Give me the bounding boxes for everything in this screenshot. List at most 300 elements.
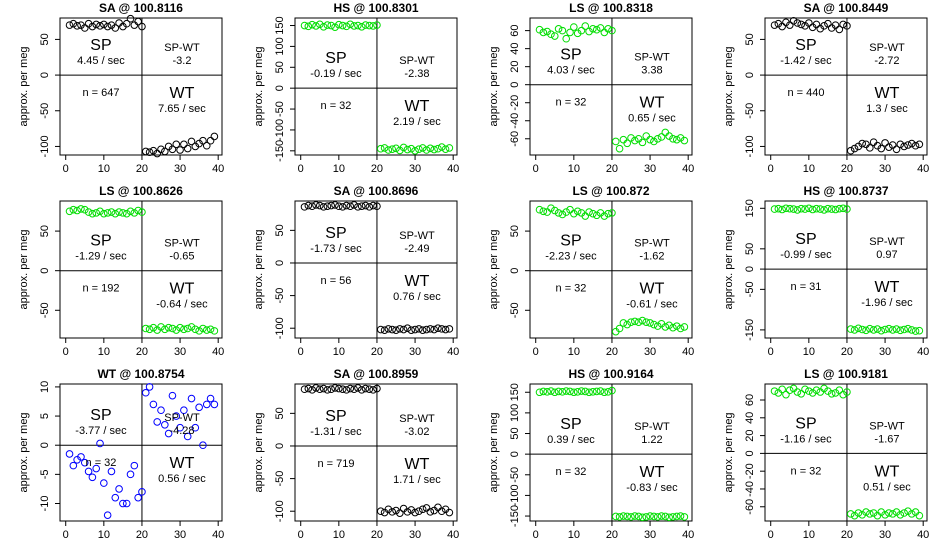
data-point — [605, 26, 612, 33]
sp-rate-label: -1.16 / sec — [780, 433, 832, 446]
y-tick-label: 50 — [744, 33, 756, 46]
x-tick-label: 20 — [605, 346, 619, 358]
data-point — [571, 24, 578, 31]
data-point — [544, 209, 551, 216]
y-axis-label: approx. per meg — [488, 229, 500, 310]
sp-label: SP — [325, 407, 347, 425]
x-tick-label: 10 — [567, 163, 580, 175]
x-tick-label: 40 — [682, 163, 695, 175]
y-tick-label: -40 — [744, 481, 756, 497]
data-point — [305, 385, 312, 392]
x-tick-label: 40 — [682, 346, 695, 358]
y-tick-label: 40 — [509, 42, 521, 55]
data-point — [131, 22, 138, 29]
data-point — [70, 462, 77, 469]
x-tick-label: 40 — [917, 529, 930, 541]
y-tick-label: 50 — [39, 33, 51, 46]
data-point — [116, 486, 123, 493]
y-tick-label: 50 — [274, 407, 286, 420]
data-point — [108, 209, 115, 216]
data-point — [301, 204, 308, 211]
chart-panel-3 — [470, 0, 704, 180]
chart-svg — [705, 183, 939, 363]
x-tick-label: 40 — [447, 346, 460, 358]
data-point — [870, 139, 877, 146]
chart-title: LS @ 100.8318 — [569, 1, 653, 15]
sp-rate-label: -1.73 / sec — [310, 242, 362, 255]
y-tick-label: -100 — [744, 135, 756, 158]
data-point — [351, 386, 358, 393]
y-tick-label: 50 — [39, 224, 51, 238]
y-tick-label: 40 — [744, 411, 756, 424]
y-axis-label: approx. per meg — [18, 412, 30, 493]
y-tick-label: -50 — [509, 302, 521, 319]
data-point — [597, 388, 604, 395]
data-point — [647, 320, 654, 327]
data-point — [559, 27, 566, 34]
sp-label: SP — [795, 37, 817, 55]
y-tick-label: 0 — [509, 267, 521, 274]
x-tick-label: 0 — [62, 163, 69, 175]
data-point — [381, 327, 388, 334]
data-point — [916, 512, 923, 519]
x-tick-label: 0 — [767, 163, 774, 175]
data-point — [612, 138, 619, 145]
wt-rate-label: -0.83 / sec — [626, 482, 678, 495]
spwt-value: -2.72 — [874, 55, 900, 68]
data-point — [343, 23, 350, 30]
x-tick-label: 0 — [62, 529, 69, 541]
data-point — [886, 144, 893, 151]
y-tick-label: -100 — [274, 118, 286, 141]
chart-svg — [235, 0, 469, 180]
n-label: n = 32 — [555, 466, 587, 479]
chart-svg — [470, 366, 704, 546]
x-tick-label: 40 — [212, 529, 225, 541]
data-point — [355, 22, 362, 29]
data-point — [662, 129, 669, 136]
y-tick-label: -100 — [39, 135, 51, 158]
x-tick-label: 30 — [408, 529, 422, 541]
data-point — [408, 145, 415, 152]
data-point — [798, 390, 805, 397]
chart-svg — [235, 366, 469, 546]
data-point — [313, 23, 320, 30]
wt-label: WT — [169, 455, 195, 473]
data-point — [825, 20, 832, 27]
chart-panel-1 — [0, 0, 234, 180]
y-axis-label: approx. per meg — [488, 46, 500, 127]
data-point — [370, 387, 377, 394]
data-point — [158, 146, 165, 153]
spwt-label: SP-WT — [869, 420, 905, 433]
data-point — [851, 145, 858, 152]
x-tick-label: 10 — [802, 346, 815, 358]
data-point — [427, 509, 434, 516]
data-point — [146, 384, 153, 391]
x-tick-label: 10 — [332, 529, 345, 541]
spwt-label: SP-WT — [399, 412, 435, 425]
data-point — [438, 508, 445, 515]
n-label: n = 440 — [787, 87, 825, 100]
data-point — [309, 21, 316, 28]
plot-frame — [295, 201, 457, 338]
data-point — [874, 326, 881, 333]
data-point — [211, 133, 218, 140]
wt-label: WT — [404, 98, 430, 116]
data-point — [438, 144, 445, 151]
data-point — [916, 327, 923, 334]
n-label: n = 647 — [82, 87, 120, 100]
y-tick-label: -60 — [509, 130, 521, 147]
chart-svg — [0, 0, 234, 180]
data-point — [446, 326, 453, 333]
data-point — [536, 206, 543, 213]
y-tick-label: -150 — [274, 139, 286, 162]
plot-frame — [530, 201, 692, 338]
data-point — [893, 326, 900, 333]
data-point — [358, 23, 365, 30]
y-tick-label: 50 — [744, 242, 756, 255]
data-point — [783, 391, 790, 398]
data-point — [620, 320, 627, 327]
chart-title: WT @ 100.8754 — [97, 367, 185, 381]
x-tick-label: 10 — [97, 346, 110, 358]
x-tick-label: 10 — [97, 529, 110, 541]
data-point — [181, 141, 188, 148]
y-axis-label: approx. per meg — [723, 46, 735, 127]
n-label: n = 32 — [320, 100, 352, 113]
x-tick-label: 20 — [840, 163, 854, 175]
x-tick-label: 0 — [767, 346, 774, 358]
data-point — [851, 327, 858, 334]
data-point — [446, 145, 453, 152]
x-tick-label: 20 — [840, 346, 854, 358]
spwt-value: 1.22 — [641, 434, 663, 447]
data-point — [211, 401, 218, 408]
data-point — [116, 20, 123, 27]
data-point — [673, 136, 680, 143]
x-tick-label: 30 — [878, 163, 892, 175]
y-tick-label: 0 — [39, 442, 51, 449]
data-point — [882, 140, 889, 147]
sp-rate-label: -2.23 / sec — [545, 250, 597, 263]
n-label: n = 56 — [320, 274, 352, 287]
data-point — [643, 133, 650, 140]
y-tick-label: 150 — [744, 199, 756, 218]
x-tick-label: 40 — [447, 163, 460, 175]
chart-title: LS @ 100.8626 — [99, 184, 183, 198]
y-tick-label: -10 — [39, 495, 51, 512]
data-point — [897, 141, 904, 148]
plot-frame — [530, 384, 692, 521]
data-point — [97, 23, 104, 30]
data-point — [798, 21, 805, 28]
data-point — [416, 508, 423, 515]
data-point — [146, 149, 153, 156]
y-axis-label: approx. per meg — [253, 46, 265, 127]
x-tick-label: 0 — [767, 529, 774, 541]
data-point — [104, 512, 111, 519]
spwt-value: -3.2 — [172, 55, 192, 68]
chart-svg — [705, 366, 939, 546]
sp-rate-label: 4.03 / sec — [547, 64, 595, 77]
wt-label: WT — [169, 85, 195, 103]
spwt-value: 3.38 — [641, 64, 663, 77]
y-tick-label: 0 — [39, 72, 51, 79]
chart-panel-8 — [705, 183, 939, 363]
data-point — [416, 326, 423, 333]
y-tick-label: 0 — [744, 450, 756, 457]
y-axis-label: approx. per meg — [253, 412, 265, 493]
sp-rate-label: -3.77 / sec — [75, 425, 127, 438]
y-tick-label: -50 — [744, 102, 756, 119]
x-tick-label: 20 — [370, 346, 384, 358]
spwt-label: SP-WT — [399, 55, 435, 68]
y-axis-label: approx. per meg — [253, 229, 265, 310]
data-point — [681, 514, 688, 521]
chart-panel-9 — [0, 366, 234, 546]
x-tick-label: 10 — [332, 163, 345, 175]
data-point — [309, 203, 316, 210]
chart-panel-10 — [235, 366, 469, 546]
data-point — [112, 210, 119, 217]
data-point — [305, 23, 312, 30]
y-tick-label: -100 — [274, 500, 286, 523]
y-tick-label: 0 — [744, 266, 756, 273]
y-axis-label: approx. per meg — [18, 229, 30, 310]
chart-panel-2 — [235, 0, 469, 180]
data-point — [658, 134, 665, 141]
data-point — [901, 143, 908, 150]
data-point — [551, 33, 558, 40]
data-point — [404, 325, 411, 332]
data-point — [635, 319, 642, 326]
data-point — [586, 209, 593, 216]
data-point — [867, 325, 874, 332]
data-point — [347, 21, 354, 28]
data-point — [309, 387, 316, 394]
data-point — [66, 208, 73, 215]
data-point — [563, 35, 570, 42]
y-tick-label: 10 — [39, 380, 51, 394]
y-tick-label: 20 — [744, 429, 756, 442]
x-tick-label: 0 — [62, 346, 69, 358]
y-tick-label: 0 — [509, 451, 521, 458]
spwt-label: SP-WT — [399, 229, 435, 242]
y-tick-label: -50 — [39, 102, 51, 119]
data-point — [590, 210, 597, 217]
spwt-label: SP-WT — [634, 51, 670, 64]
sp-rate-label: -0.19 / sec — [310, 68, 362, 81]
data-point — [135, 494, 142, 501]
chart-panel-12 — [705, 366, 939, 546]
x-tick-label: 10 — [567, 529, 580, 541]
wt-label: WT — [639, 94, 665, 112]
data-point — [419, 506, 426, 513]
wt-label: WT — [404, 272, 430, 290]
data-point — [70, 20, 77, 27]
chart-panel-5 — [0, 183, 234, 363]
wt-rate-label: 0.56 / sec — [158, 473, 206, 486]
data-point — [786, 387, 793, 394]
wt-label: WT — [874, 279, 900, 297]
y-tick-label: -5 — [39, 469, 51, 480]
data-point — [362, 202, 369, 209]
chart-panel-4 — [705, 0, 939, 180]
y-axis-label: approx. per meg — [488, 412, 500, 493]
data-point — [142, 389, 149, 396]
chart-title: LS @ 100.872 — [572, 184, 650, 198]
data-point — [169, 325, 176, 332]
spwt-value: -3.02 — [404, 425, 430, 438]
data-point — [427, 145, 434, 152]
x-tick-label: 40 — [917, 346, 930, 358]
data-point — [431, 326, 438, 333]
data-point — [912, 509, 919, 516]
spwt-value: 0.97 — [876, 249, 898, 262]
wt-label: WT — [404, 455, 430, 473]
data-point — [207, 395, 214, 402]
y-tick-label: -50 — [39, 302, 51, 319]
chart-title: LS @ 100.9181 — [804, 367, 888, 381]
x-tick-label: 0 — [297, 529, 304, 541]
chart-title: HS @ 100.8737 — [803, 184, 889, 198]
data-point — [821, 207, 828, 214]
data-point — [905, 325, 912, 332]
data-point — [423, 505, 430, 512]
data-point — [647, 136, 654, 143]
y-tick-label: -50 — [274, 470, 286, 487]
data-point — [97, 440, 104, 447]
chart-svg — [235, 183, 469, 363]
data-point — [101, 480, 108, 487]
chart-svg — [470, 183, 704, 363]
y-tick-label: 0 — [509, 81, 521, 88]
data-point — [313, 385, 320, 392]
data-point — [847, 511, 854, 518]
x-tick-label: 30 — [408, 163, 422, 175]
data-point — [847, 147, 854, 154]
data-point — [790, 385, 797, 392]
data-point — [377, 508, 384, 515]
x-tick-label: 30 — [408, 346, 422, 358]
y-tick-label: 50 — [509, 224, 521, 238]
chart-svg — [470, 0, 704, 180]
y-axis-label: approx. per meg — [18, 46, 30, 127]
wt-rate-label: 0.51 / sec — [863, 481, 911, 494]
chart-svg — [705, 0, 939, 180]
x-tick-label: 10 — [567, 346, 580, 358]
data-point — [889, 511, 896, 518]
wt-rate-label: -0.64 / sec — [156, 298, 208, 311]
data-point — [593, 26, 600, 33]
data-point — [905, 142, 912, 149]
x-tick-label: 20 — [605, 529, 619, 541]
data-point — [196, 404, 203, 411]
wt-rate-label: 2.19 / sec — [393, 116, 441, 129]
spwt-label: SP-WT — [164, 42, 200, 55]
data-point — [184, 325, 191, 332]
chart-title: SA @ 100.8449 — [803, 1, 889, 15]
data-point — [605, 389, 612, 396]
y-tick-label: 150 — [509, 383, 521, 402]
chart-panel-6 — [235, 183, 469, 363]
x-tick-label: 20 — [370, 163, 384, 175]
spwt-label: SP-WT — [869, 236, 905, 249]
sp-label: SP — [90, 407, 112, 425]
n-label: n = 719 — [317, 457, 355, 470]
sp-label: SP — [325, 224, 347, 242]
sp-rate-label: -0.99 / sec — [780, 249, 832, 262]
data-point — [806, 205, 813, 212]
data-point — [393, 327, 400, 334]
data-point — [419, 145, 426, 152]
y-tick-label: 5 — [39, 413, 51, 420]
spwt-value: -0.65 — [169, 250, 195, 263]
data-point — [620, 136, 627, 143]
spwt-label: SP-WT — [164, 412, 200, 425]
y-tick-label: 150 — [274, 16, 286, 35]
data-point — [131, 462, 138, 469]
y-axis-label: approx. per meg — [723, 412, 735, 493]
chart-svg — [0, 366, 234, 546]
x-tick-label: 0 — [297, 346, 304, 358]
data-point — [863, 141, 870, 148]
n-label: n = 32 — [555, 96, 587, 109]
x-tick-label: 30 — [643, 346, 657, 358]
x-tick-label: 30 — [173, 346, 187, 358]
data-point — [150, 401, 157, 408]
x-tick-label: 30 — [643, 529, 657, 541]
n-label: n = 32 — [790, 465, 822, 478]
sp-label: SP — [560, 46, 582, 64]
y-tick-label: -60 — [744, 498, 756, 515]
x-tick-label: 30 — [173, 529, 187, 541]
chart-svg — [0, 183, 234, 363]
wt-rate-label: 0.65 / sec — [628, 112, 676, 125]
data-point — [555, 26, 562, 33]
y-tick-label: -100 — [509, 484, 521, 507]
data-point — [681, 324, 688, 331]
n-label: n = 32 — [555, 282, 587, 295]
x-tick-label: 40 — [682, 529, 695, 541]
data-point — [393, 145, 400, 152]
x-tick-label: 10 — [802, 529, 815, 541]
x-tick-label: 0 — [532, 346, 539, 358]
data-point — [794, 389, 801, 396]
x-tick-label: 10 — [332, 346, 345, 358]
data-point — [328, 386, 335, 393]
data-point — [616, 145, 623, 152]
data-point — [908, 140, 915, 147]
sp-label: SP — [560, 416, 582, 434]
wt-label: WT — [639, 464, 665, 482]
data-point — [328, 22, 335, 29]
data-point — [188, 395, 195, 402]
y-tick-label: 20 — [509, 60, 521, 73]
x-tick-label: 0 — [297, 163, 304, 175]
wt-label: WT — [874, 463, 900, 481]
data-point — [347, 203, 354, 210]
n-label: n = 32 — [85, 457, 117, 470]
wt-rate-label: 7.65 / sec — [158, 103, 206, 116]
x-tick-label: 0 — [532, 529, 539, 541]
data-point — [442, 146, 449, 153]
data-point — [548, 388, 555, 395]
wt-label: WT — [874, 85, 900, 103]
wt-rate-label: -1.96 / sec — [861, 297, 913, 310]
